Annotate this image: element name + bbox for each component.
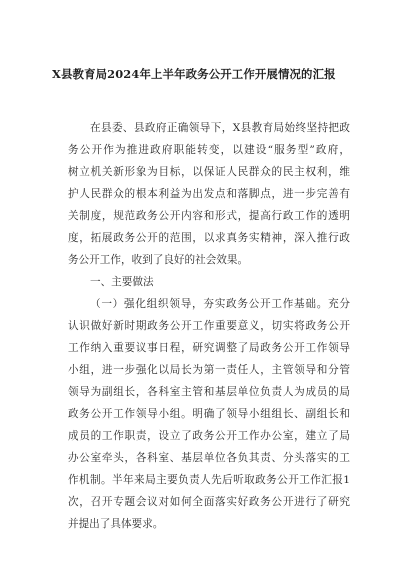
- paragraph-line: 办公室牵头，各科室、基层单位各负其责、分头落实的工: [68, 452, 350, 464]
- paragraph-line: 关制度，规范政务公开内容和形式，提高行政工作的透明: [68, 210, 350, 222]
- document-title: X县教育局2024年上半年政务公开工作开展情况的汇报: [52, 67, 336, 81]
- paragraph-line: 务公开作为推进政府职能转变，以建设“服务型”政府，: [68, 144, 350, 156]
- paragraph-line: 次，召开专题会议对如何全面落实好政务公开进行了研究: [68, 496, 350, 508]
- paragraph-line: 领导为副组长，各科室主管和基层单位负责人为成员的局: [68, 386, 350, 398]
- paragraph-line: 小组，进一步强化以局长为第一责任人，主管领导和分管: [68, 364, 350, 376]
- paragraph-line: 务公开工作，收到了良好的社会效果。: [68, 254, 249, 266]
- paragraph-line: 在县委、县政府正确领导下，X县教育局始终坚持把政: [90, 122, 350, 134]
- paragraph-line: 工作纳入重要议事日程，研究调整了局政务公开工作领导: [68, 342, 350, 354]
- paragraph-line: 度，拓展政务公开的范围，以求真务实精神，深入推行政: [68, 232, 350, 244]
- paragraph-line: 成员的工作职责，设立了政务公开工作办公室，建立了局: [68, 430, 350, 442]
- paragraph-line: 护人民群众的根本利益为出发点和落脚点，进一步完善有: [68, 188, 350, 200]
- paragraph-line: 并提出了具体要求。: [68, 518, 164, 530]
- document-body: [68, 117, 350, 535]
- section-heading: 一、主要做法: [90, 276, 154, 288]
- paragraph-line: 作机制。半年来局主要负责人先后听取政务公开工作汇报1: [68, 474, 350, 486]
- paragraph-line: 认识做好新时期政务公开工作重要意义，切实将政务公开: [68, 320, 350, 332]
- paragraph-line: 政务公开工作领导小组。明确了领导小组组长、副组长和: [68, 408, 350, 420]
- paragraph-line: 树立机关新形象为目标，以保证人民群众的民主权利，维: [68, 166, 350, 178]
- paragraph-line: （一）强化组织领导，夯实政务公开工作基础。充分: [90, 298, 350, 310]
